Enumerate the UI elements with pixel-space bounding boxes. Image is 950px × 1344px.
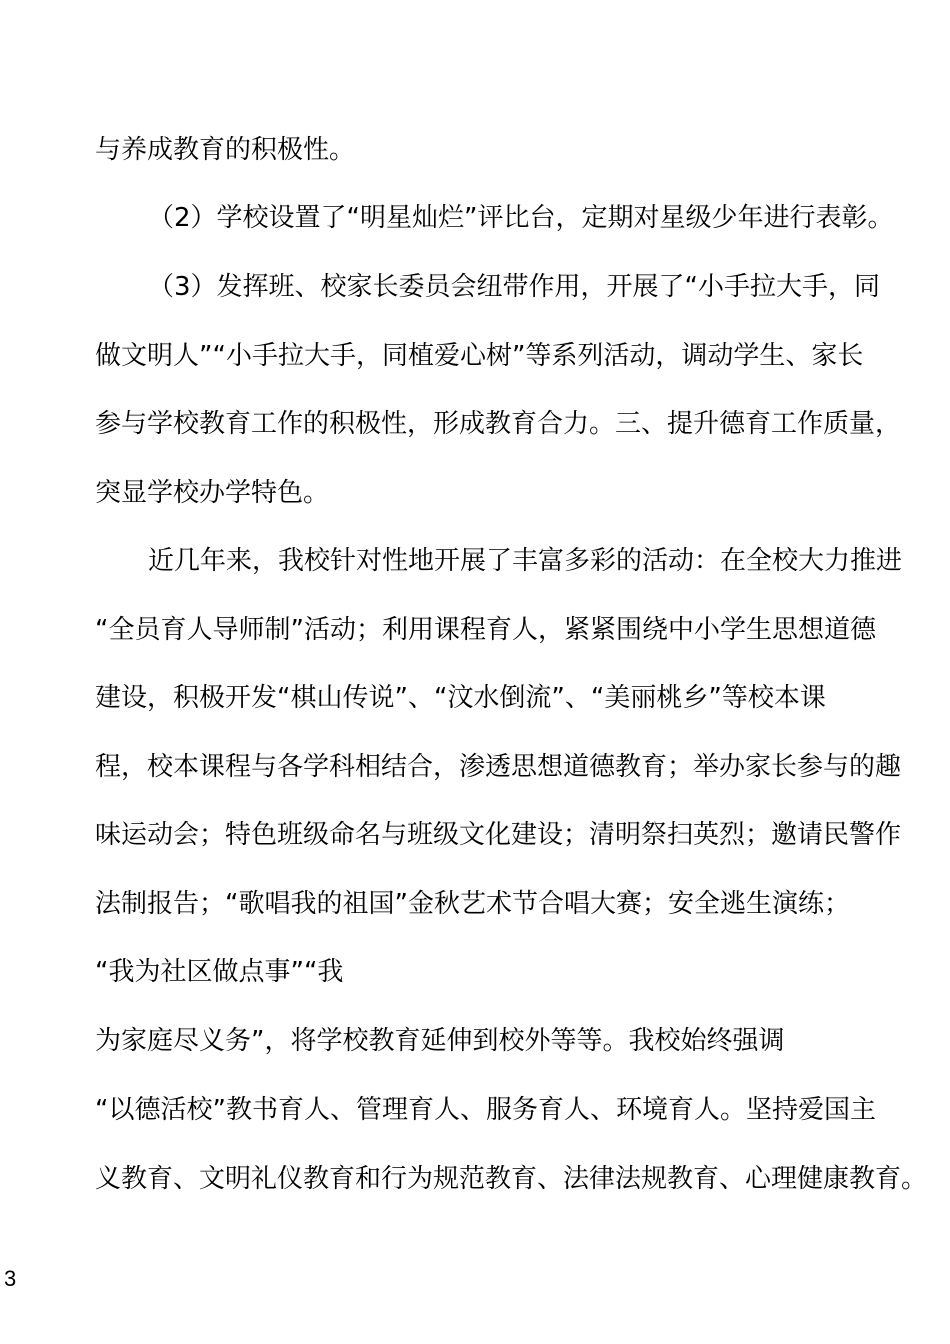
text-line-13: “我为社区做点事”“我: [95, 957, 344, 987]
text-line-2: （2）学校设置了“明星灿烂”评比台，定期对星级少年进行表彰。: [148, 203, 894, 233]
text-line-3: （3）发挥班、校家长委员会纽带作用，开展了“小手拉大手，同: [148, 272, 881, 302]
text-line-10: 程，校本课程与各学科相结合，渗透思想道德教育；举办家长参与的趣: [95, 752, 902, 782]
text-line-1: 与养成教育的积极性。: [95, 135, 356, 165]
page-number: 3: [4, 1266, 17, 1291]
text-line-15: “以德活校”教书育人、管理育人、服务育人、环境育人。坚持爱国主: [95, 1095, 876, 1125]
text-line-7: 近几年来，我校针对性地开展了丰富多彩的活动：在全校大力推进: [148, 546, 903, 576]
text-line-6: 突显学校办学特色。: [95, 478, 330, 508]
text-line-5: 参与学校教育工作的积极性，形成教育合力。三、提升德育工作质量，: [95, 409, 902, 439]
text-line-4: 做文明人”“小手拉大手，同植爱心树”等系列活动，调动学生、家长: [95, 341, 864, 371]
text-line-14: 为家庭尽义务”，将学校教育延伸到校外等等。我校始终强调: [95, 1026, 785, 1056]
text-line-12: 法制报告；“歌唱我的祖国”金秋艺术节合唱大赛；安全逃生演练；: [95, 889, 850, 919]
text-line-11: 味运动会；特色班级命名与班级文化建设；清明祭扫英烈；邀请民警作: [95, 820, 902, 850]
text-line-9: 建设，积极开发“棋山传说”、“汶水倒流”、“美丽桃乡”等校本课: [95, 683, 826, 713]
text-line-8: “全员育人导师制”活动；利用课程育人，紧紧围绕中小学生思想道德: [95, 615, 876, 645]
text-line-16: 义教育、文明礼仪教育和行为规范教育、法律法规教育、心理健康教育。: [95, 1164, 928, 1194]
